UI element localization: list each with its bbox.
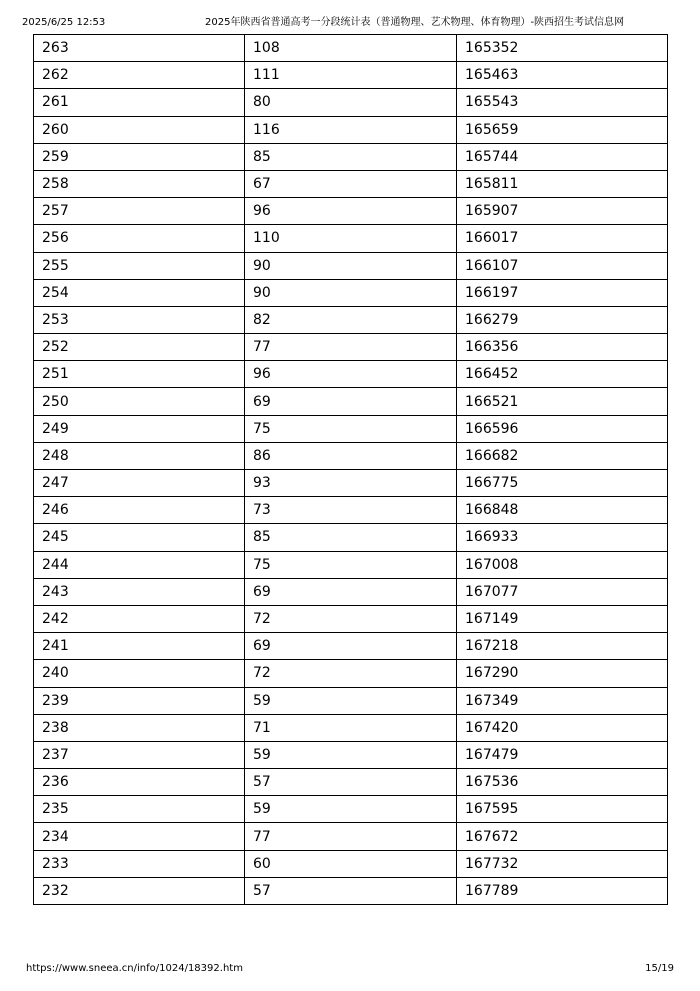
table-row [34, 143, 668, 170]
table-row [34, 497, 668, 524]
score-cell: 245 [34, 524, 245, 551]
score-cell: 237 [34, 741, 245, 768]
table-row [34, 687, 668, 714]
cumulative-cell: 165352 [457, 35, 668, 62]
page-title: 2025年陕西省普通高考一分段统计表（普通物理、艺术物理、体育物理）-陕西招生考试信息网 [205, 17, 625, 28]
table-row [34, 225, 668, 252]
table-row [34, 170, 668, 197]
count-cell: 71 [245, 714, 457, 741]
cumulative-cell: 165907 [457, 198, 668, 225]
count-cell: 85 [245, 524, 457, 551]
page-number: 15/19 [645, 963, 674, 974]
count-cell: 77 [245, 823, 457, 850]
count-cell: 60 [245, 850, 457, 877]
score-cell: 261 [34, 89, 245, 116]
count-cell: 93 [245, 470, 457, 497]
table-row [34, 442, 668, 469]
count-cell: 57 [245, 877, 457, 904]
score-cell: 262 [34, 62, 245, 89]
cumulative-cell: 166521 [457, 388, 668, 415]
count-cell: 96 [245, 361, 457, 388]
count-cell: 110 [245, 225, 457, 252]
score-cell: 234 [34, 823, 245, 850]
count-cell: 59 [245, 796, 457, 823]
cumulative-cell: 166775 [457, 470, 668, 497]
count-cell: 86 [245, 442, 457, 469]
score-cell: 246 [34, 497, 245, 524]
score-cell: 253 [34, 306, 245, 333]
score-cell: 233 [34, 850, 245, 877]
table-body [34, 35, 668, 905]
table-row [34, 605, 668, 632]
count-cell: 77 [245, 334, 457, 361]
count-cell: 111 [245, 62, 457, 89]
cumulative-cell: 165463 [457, 62, 668, 89]
score-cell: 249 [34, 415, 245, 442]
score-cell: 255 [34, 252, 245, 279]
cumulative-cell: 166017 [457, 225, 668, 252]
cumulative-cell: 167732 [457, 850, 668, 877]
score-cell: 238 [34, 714, 245, 741]
score-cell: 256 [34, 225, 245, 252]
table-row [34, 551, 668, 578]
score-cell: 259 [34, 143, 245, 170]
cumulative-cell: 165659 [457, 116, 668, 143]
cumulative-cell: 167077 [457, 578, 668, 605]
count-cell: 59 [245, 741, 457, 768]
count-cell: 80 [245, 89, 457, 116]
count-cell: 96 [245, 198, 457, 225]
table-row [34, 415, 668, 442]
score-cell: 260 [34, 116, 245, 143]
count-cell: 69 [245, 388, 457, 415]
score-cell: 240 [34, 660, 245, 687]
table-row [34, 823, 668, 850]
cumulative-cell: 166356 [457, 334, 668, 361]
count-cell: 69 [245, 633, 457, 660]
score-cell: 254 [34, 279, 245, 306]
score-cell: 248 [34, 442, 245, 469]
score-cell: 252 [34, 334, 245, 361]
cumulative-cell: 166279 [457, 306, 668, 333]
score-cell: 243 [34, 578, 245, 605]
score-cell: 247 [34, 470, 245, 497]
count-cell: 72 [245, 605, 457, 632]
count-cell: 67 [245, 170, 457, 197]
cumulative-cell: 167672 [457, 823, 668, 850]
score-cell: 235 [34, 796, 245, 823]
table-row [34, 796, 668, 823]
cumulative-cell: 166933 [457, 524, 668, 551]
count-cell: 72 [245, 660, 457, 687]
cumulative-cell: 167218 [457, 633, 668, 660]
cumulative-cell: 166452 [457, 361, 668, 388]
table-row [34, 361, 668, 388]
count-cell: 75 [245, 551, 457, 578]
cumulative-cell: 166197 [457, 279, 668, 306]
count-cell: 82 [245, 306, 457, 333]
cumulative-cell: 167789 [457, 877, 668, 904]
score-cell: 239 [34, 687, 245, 714]
table-row [34, 279, 668, 306]
table-row [34, 62, 668, 89]
score-cell: 242 [34, 605, 245, 632]
table-row [34, 334, 668, 361]
score-cell: 236 [34, 769, 245, 796]
table-row [34, 306, 668, 333]
score-cell: 244 [34, 551, 245, 578]
table-row [34, 660, 668, 687]
count-cell: 75 [245, 415, 457, 442]
table-row [34, 850, 668, 877]
count-cell: 59 [245, 687, 457, 714]
cumulative-cell: 167349 [457, 687, 668, 714]
score-cell: 232 [34, 877, 245, 904]
table-row [34, 89, 668, 116]
cumulative-cell: 167595 [457, 796, 668, 823]
count-cell: 116 [245, 116, 457, 143]
table-row [34, 470, 668, 497]
count-cell: 108 [245, 35, 457, 62]
score-cell: 263 [34, 35, 245, 62]
cumulative-cell: 165811 [457, 170, 668, 197]
cumulative-cell: 167536 [457, 769, 668, 796]
count-cell: 73 [245, 497, 457, 524]
score-distribution-table [33, 34, 668, 905]
table-row [34, 769, 668, 796]
count-cell: 57 [245, 769, 457, 796]
score-cell: 241 [34, 633, 245, 660]
table-row [34, 877, 668, 904]
table-row [34, 388, 668, 415]
cumulative-cell: 166682 [457, 442, 668, 469]
cumulative-cell: 167008 [457, 551, 668, 578]
table-row [34, 35, 668, 62]
table-row [34, 252, 668, 279]
table-row [34, 714, 668, 741]
count-cell: 69 [245, 578, 457, 605]
table-row [34, 198, 668, 225]
cumulative-cell: 167420 [457, 714, 668, 741]
score-cell: 250 [34, 388, 245, 415]
page-url[interactable]: https://www.sneea.cn/info/1024/18392.htm [26, 963, 243, 974]
table-row [34, 524, 668, 551]
count-cell: 90 [245, 252, 457, 279]
print-datetime: 2025/6/25 12:53 [22, 17, 106, 28]
table-row [34, 633, 668, 660]
score-cell: 257 [34, 198, 245, 225]
cumulative-cell: 165543 [457, 89, 668, 116]
count-cell: 90 [245, 279, 457, 306]
cumulative-cell: 167290 [457, 660, 668, 687]
table-row [34, 741, 668, 768]
cumulative-cell: 167479 [457, 741, 668, 768]
score-cell: 258 [34, 170, 245, 197]
cumulative-cell: 166848 [457, 497, 668, 524]
cumulative-cell: 166596 [457, 415, 668, 442]
score-cell: 251 [34, 361, 245, 388]
count-cell: 85 [245, 143, 457, 170]
cumulative-cell: 165744 [457, 143, 668, 170]
cumulative-cell: 167149 [457, 605, 668, 632]
cumulative-cell: 166107 [457, 252, 668, 279]
table-row [34, 578, 668, 605]
table-row [34, 116, 668, 143]
